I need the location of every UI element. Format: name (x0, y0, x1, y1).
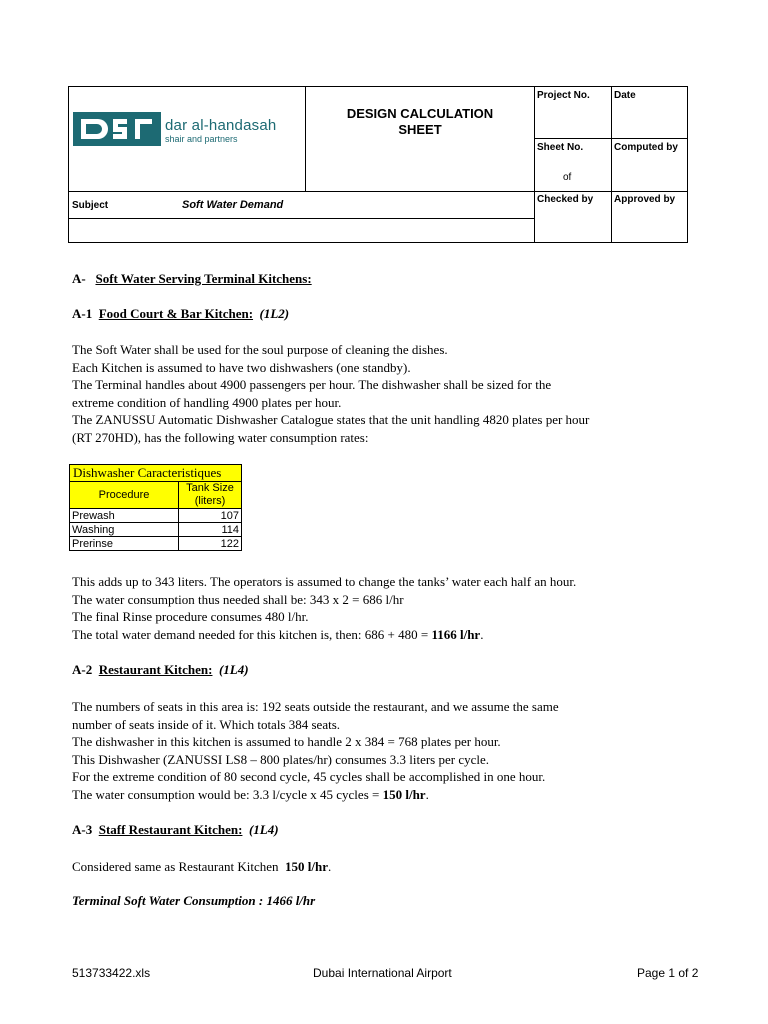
tank-cell: 107 (179, 509, 242, 523)
table-caption: Dishwasher Caracteristiques (70, 465, 242, 482)
text-line: The Soft Water shall be used for the soul purpose of cleaning the dishes. (72, 342, 448, 357)
procedure-cell: Prerinse (70, 537, 179, 551)
section-code: (1L4) (248, 822, 279, 837)
table-row (70, 537, 242, 551)
sheet-no-label: Sheet No. (537, 142, 584, 153)
a1-heading (72, 306, 289, 322)
project-no-label: Project No. (537, 90, 590, 101)
logo-subtitle: shair and partners (165, 134, 238, 144)
total-prefix: The total water demand needed for this kitchen is, then: 686 + 480 = (72, 626, 432, 642)
dishwasher-table (69, 464, 242, 551)
text-line: Each Kitchen is assumed to have two dishwashers (one standby). (72, 359, 411, 375)
text-line: The water consumption thus needed shall be: 343 x 2 = 686 l/hr (72, 591, 404, 607)
tank-cell: 114 (179, 523, 242, 537)
sheet-title (306, 106, 534, 138)
section-code: (1L4) (218, 662, 249, 677)
tank-cell: 122 (179, 537, 242, 551)
total-value: 150 l/hr (382, 786, 426, 802)
header-box (68, 86, 688, 243)
section-number: A-1 (72, 306, 93, 321)
company-logo (73, 112, 161, 151)
divider (305, 87, 306, 191)
sheet-title-line1: DESIGN CALCULATION (346, 106, 494, 121)
text-line: The numbers of seats in this area is: 192 seats outside the restaurant, and we assume the same (72, 699, 559, 714)
sheet-of-label: of (563, 172, 572, 183)
footer-project: Dubai International Airport (313, 966, 452, 980)
divider (534, 87, 535, 243)
divider (69, 218, 535, 219)
tank-size-label: Tank Size (186, 482, 234, 494)
text-line: The final Rinse procedure consumes 480 l/hr. (72, 609, 309, 624)
sheet-title-line2: SHEET (398, 122, 442, 137)
text-line: This adds up to 343 liters. The operators is assumed to change the tanks’ water each half an hour. (72, 574, 577, 589)
text-line: The Terminal handles about 4900 passengers per hour. The dishwasher shall be sized for the (72, 377, 552, 392)
a3-value: 150 l/hr (285, 859, 328, 874)
conclusion: Terminal Soft Water Consumption : 1466 l/hr (72, 893, 316, 908)
divider (611, 87, 612, 243)
table-row (70, 509, 242, 523)
logo-name: dar al-handasah (165, 117, 277, 134)
section-number: A-3 (72, 822, 93, 837)
text-line: extreme condition of handling 4900 plates per hour. (72, 394, 342, 410)
procedure-cell: Prewash (70, 509, 179, 523)
section-title: Food Court & Bar Kitchen: (98, 306, 254, 321)
text-line: The ZANUSSU Automatic Dishwasher Catalogue states that the unit handling 4820 plates per hour (72, 412, 590, 427)
subject-value: Soft Water Demand (182, 199, 284, 211)
section-title: Restaurant Kitchen: (98, 662, 213, 677)
computed-by-label: Computed by (614, 142, 678, 153)
table-row (70, 523, 242, 537)
subject-label: Subject (72, 200, 109, 211)
tank-size-unit: (liters) (194, 495, 226, 507)
date-label: Date (614, 90, 636, 101)
total-line (72, 626, 576, 644)
a1-paragraph (72, 341, 589, 446)
total-line (72, 786, 559, 804)
total-value: 1166 l/hr (431, 626, 481, 642)
procedure-cell: Washing (70, 523, 179, 537)
approved-by-label: Approved by (614, 194, 676, 205)
a2-paragraph (72, 698, 559, 803)
text-line: For the extreme condition of 80 second cycle, 45 cycles shall be accomplished in one hour. (72, 769, 546, 784)
a3-prefix: Considered same as Restaurant Kitchen (72, 859, 285, 874)
divider (535, 138, 688, 139)
checked-by-label: Checked by (537, 194, 594, 205)
a3-suffix: . (327, 859, 332, 874)
section-title: Staff Restaurant Kitchen: (98, 822, 243, 837)
a1-after-paragraph (72, 573, 576, 643)
section-a-heading (72, 271, 312, 287)
column-header-procedure: Procedure (70, 482, 179, 509)
column-header-tank-size (179, 482, 242, 509)
footer-file: 513733422.xls (72, 966, 151, 980)
text-line: The dishwasher in this kitchen is assumed to handle 2 x 384 = 768 plates per hour. (72, 734, 501, 749)
logo-mark-icon (73, 112, 161, 146)
footer-page: Page 1 of 2 (637, 966, 699, 980)
divider (69, 191, 688, 192)
text-line: number of seats inside of it. Which totals 384 seats. (72, 716, 341, 732)
total-suffix: . (480, 626, 484, 642)
a3-paragraph (72, 858, 331, 876)
a3-heading (72, 822, 279, 838)
total-suffix: . (425, 786, 429, 802)
section-title: Soft Water Serving Terminal Kitchens: (95, 271, 312, 286)
section-code: (1L2) (259, 306, 290, 321)
a2-heading (72, 662, 249, 678)
section-number: A- (72, 271, 86, 286)
total-prefix: The water consumption would be: 3.3 l/cycle x 45 cycles = (72, 786, 383, 802)
text-line: This Dishwasher (ZANUSSI LS8 – 800 plates/hr) consumes 3.3 liters per cycle. (72, 751, 490, 767)
text-line: (RT 270HD), has the following water consumption rates: (72, 429, 369, 445)
section-number: A-2 (72, 662, 93, 677)
